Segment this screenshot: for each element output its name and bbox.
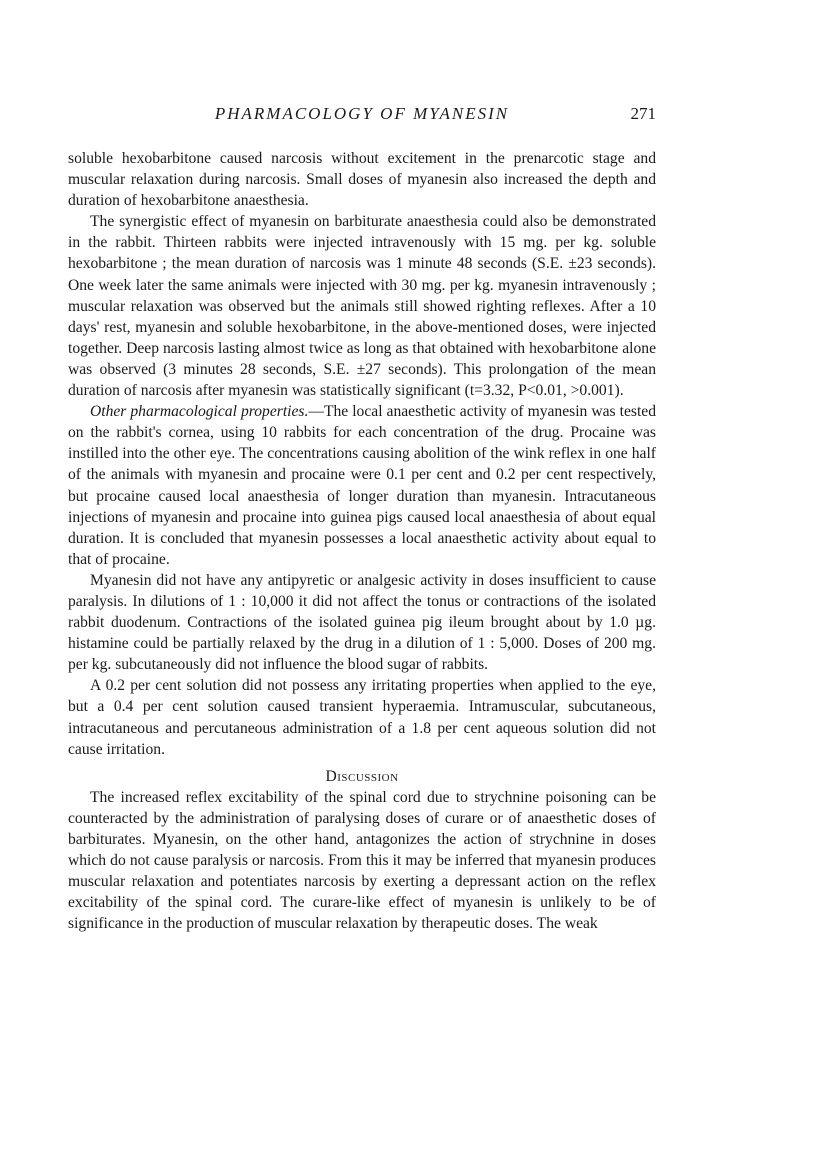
paragraph-continuation: soluble hexobarbitone caused narcosis without excitement in the prenarcotic stage and muscular relaxation during narcosis. Small doses of myanesin also increased the depth and duration of hexobarbitone anaesthesia. [68, 150, 656, 210]
paragraph-antipyretic: Myanesin did not have any antipyretic or analgesic activity in doses insufficient to cause paralysis. In dilutions of 1 : 10,000 it did not affect the tonus or contractions of the isolated rabbit duodenum. Contractions of the isolated guinea pig ileum brought about by 1.0 µg. histamine could be partially relaxed by the drug in a dilution of 1 : 5,000. Doses of 200 mg. per kg. subcutaneously did not influence the blood sugar of rabbits. [68, 571, 656, 674]
run-in-heading: Other pharmacological properties. [90, 403, 309, 421]
section-heading-discussion: Discussion [325, 767, 399, 785]
paragraph-irritation: A 0.2 per cent solution did not possess any irritating properties when applied to the eye, but a 0.4 per cent solution caused transient hyperaemia. Intramuscular, subcutaneous, intracutaneous and percutaneous administration of a 1.8 per cent aqueous solution did not cause irritation. [68, 677, 656, 758]
paragraph-discussion: The increased reflex excitability of the spinal cord due to strychnine poisoning can be counteracted by the administration of paralysing doses of curare or of anaesthetic doses of barbiturates. Myanesin, on the other hand, antagonizes the action of strychnine in doses which do not cause paralysis or narcosis. From this it may be inferred that myanesin produces muscular relaxation and potentiates narcosis by exerting a depressant action on the reflex excitability of the spinal cord. The curare-like effect of myanesin is unlikely to be of significance in the production of muscular relaxation by therapeutic doses. The weak [68, 788, 656, 933]
paragraph-text: —The local anaesthetic activity of myanesin was tested on the rabbit's cornea, using 10 rabbits for each concentration of the drug. Procaine was instilled into the other eye. The concentrations causing abolition of the wink reflex in one half of the animals with myanesin and procaine were 0.1 per cent and 0.2 per cent respectively, but procaine caused local anaesthesia of longer duration than myanesin. Intracutaneous injections of myanesin and procaine into guinea pigs caused local anaesthesia of about equal duration. It is concluded that myanesin possesses a local anaesthetic activity about equal to that of procaine. [68, 403, 656, 568]
page-number: 271 [630, 104, 656, 123]
running-title: PHARMACOLOGY OF MYANESIN [214, 104, 510, 123]
running-head [68, 104, 656, 130]
body-text [68, 148, 656, 934]
paragraph-other-properties [68, 401, 656, 570]
paragraph-synergistic-effect: The synergistic effect of myanesin on barbiturate anaesthesia could also be demonstrated in the rabbit. Thirteen rabbits were injected intravenously with 15 mg. per kg. soluble hexobarbitone ; the mean duration of narcosis was 1 minute 48 seconds (S.E. ±23 seconds). One week later the same animals were injected with 30 mg. per kg. myanesin intravenously ; muscular relaxation was observed but the animals still showed righting reflexes. After a 10 days' rest, myanesin and soluble hexobarbitone, in the above-mentioned doses, were injected together. Deep narcosis lasting almost twice as long as that obtained with hexobarbitone alone was observed (3 minutes 28 seconds, S.E. ±27 seconds). This prolongation of the mean duration of narcosis after myanesin was statistically significant (t=3.32, P<0.01, >0.001). [68, 213, 656, 400]
